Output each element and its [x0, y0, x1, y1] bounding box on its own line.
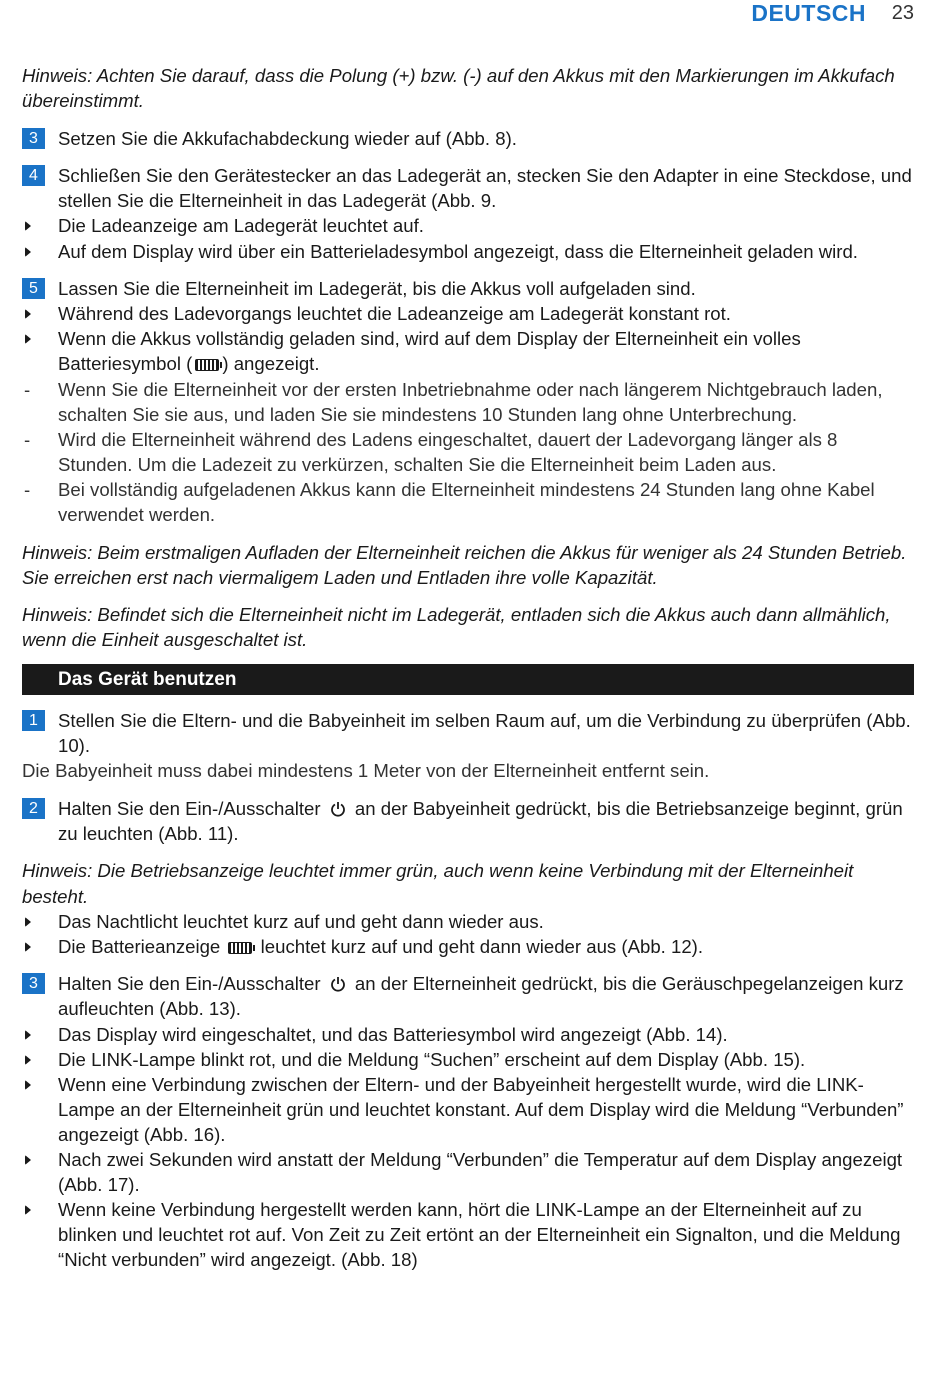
- bullet-marker: [25, 221, 31, 231]
- bullet-item: [22, 326, 914, 376]
- bullet-marker: [25, 942, 31, 952]
- item-text: Die Ladeanzeige am Ladegerät leuchtet auf.: [58, 215, 424, 237]
- power-icon: [330, 976, 346, 992]
- item-text-continued: an der Babyeinheit gedrückt, bis die Betriebsanzeige beginnt, grün zu leuchten (Abb. 11).: [58, 797, 903, 844]
- page-header: [0, 0, 950, 32]
- step-number: 3: [22, 128, 45, 149]
- item-text: Auf dem Display wird über ein Batterieladesymbol angezeigt, dass die Elterneinheit geladen wird.: [58, 240, 858, 262]
- bullet-marker: [25, 1080, 31, 1090]
- bullet-item: [22, 909, 914, 934]
- item-text-continued: leuchtet kurz auf und geht dann wieder aus (Abb. 12).: [260, 935, 704, 957]
- step-item: [22, 276, 914, 301]
- bullet-marker: [25, 1055, 31, 1065]
- bullet-item: [22, 1047, 914, 1072]
- dash-marker: -: [24, 478, 31, 500]
- step-item: [22, 126, 914, 151]
- note-paragraph: Hinweis: Achten Sie darauf, dass die Polung (+) bzw. (-) auf den Akkus mit den Markierungen im Akkufach übereinstimmt.: [22, 65, 895, 112]
- dash-marker: -: [24, 428, 31, 450]
- bullet-item: [22, 239, 914, 264]
- item-text: Die LINK-Lampe blinkt rot, und die Meldung “Suchen” erscheint auf dem Display (Abb. 15).: [58, 1048, 806, 1070]
- dash-item: [22, 477, 914, 527]
- step-item: [22, 796, 914, 846]
- item-text: Halten Sie den Ein-/Ausschalter: [58, 973, 321, 995]
- step-number: 5: [22, 278, 45, 299]
- item-text: Wenn Sie die Elterneinheit vor der ersten Inbetriebnahme oder nach längerem Nichtgebrauch laden, schalten Sie sie aus, und laden Sie sie mindestens 10 Stunden lang ohne Unterbrechung.: [58, 378, 883, 425]
- item-text: Stellen Sie die Eltern- und die Babyeinheit im selben Raum auf, um die Verbindung zu überprüfen (Abb. 10).: [58, 709, 911, 757]
- bullet-item: [22, 1072, 914, 1147]
- dash-item: [22, 427, 914, 477]
- battery-icon: [195, 359, 219, 371]
- step-item: [22, 708, 914, 758]
- bullet-marker: [25, 247, 31, 257]
- paragraph: Die Babyeinheit muss dabei mindestens 1 Meter von der Elterneinheit entfernt sein.: [22, 760, 710, 782]
- bullet-item: [22, 1147, 914, 1197]
- item-text: Schließen Sie den Gerätestecker an das Ladegerät an, stecken Sie den Adapter in eine Steckdose, und stellen Sie die Elterneinheit in das Ladegerät (Abb. 9.: [58, 165, 912, 212]
- battery-icon: [228, 942, 252, 954]
- bullet-marker: [25, 1030, 31, 1040]
- bullet-marker: [25, 334, 31, 344]
- dash-marker: -: [24, 378, 31, 400]
- bullet-item: [22, 934, 914, 959]
- item-text: Wenn keine Verbindung hergestellt werden kann, hört die LINK-Lampe an der Elterneinheit auf zu blinken und leuchtet rot auf. Von Zeit zu Zeit ertönt an der Elterneinheit ein Signalton, und die Meldung “Nicht verbunden” wird angezeigt. (Abb. 18): [58, 1199, 901, 1271]
- item-text: Die Batterieanzeige: [58, 935, 221, 957]
- bullet-item: [22, 1022, 914, 1047]
- item-text: Das Nachtlicht leuchtet kurz auf und geht dann wieder aus.: [58, 910, 544, 932]
- bullet-item: [22, 213, 914, 238]
- step-item: [22, 163, 914, 213]
- note-paragraph: Hinweis: Die Betriebsanzeige leuchtet immer grün, auch wenn keine Verbindung mit der Elterneinheit besteht.: [22, 860, 854, 907]
- step-item: [22, 971, 914, 1021]
- step-number: 1: [22, 710, 45, 731]
- item-text: Wird die Elterneinheit während des Ladens eingeschaltet, dauert der Ladevorgang länger als 8 Stunden. Um die Ladezeit zu verkürzen, schalten Sie die Elterneinheit beim Laden aus.: [58, 428, 838, 475]
- language-label: DEUTSCH: [751, 0, 866, 26]
- note-paragraph: Hinweis: Befindet sich die Elterneinheit nicht im Ladegerät, entladen sich die Akkus auch dann allmählich, wenn die Einheit ausgeschaltet ist.: [22, 604, 891, 651]
- power-icon: [330, 801, 346, 817]
- item-text-continued: an der Elterneinheit gedrückt, bis die Geräuschpegelanzeigen kurz aufleuchten (Abb. 13).: [58, 973, 904, 1020]
- item-text: Wenn die Akkus vollständig geladen sind, wird auf dem Display der Elterneinheit ein volles Batteriesymbol (: [58, 328, 801, 375]
- step-number: 4: [22, 165, 45, 186]
- bullet-marker: [25, 917, 31, 927]
- item-text: Während des Ladevorgangs leuchtet die Ladeanzeige am Ladegerät konstant rot.: [58, 303, 731, 325]
- note-paragraph: Hinweis: Beim erstmaligen Aufladen der Elterneinheit reichen die Akkus für weniger als 24 Stunden Betrieb. Sie erreichen erst nach viermaligem Laden und Entladen ihre volle Kapazität.: [22, 541, 907, 588]
- section-heading: Das Gerät benutzen: [22, 664, 914, 695]
- item-text: Bei vollständig aufgeladenen Akkus kann die Elterneinheit mindestens 24 Stunden lang ohne Kabel verwendet werden.: [58, 478, 875, 525]
- item-text: Das Display wird eingeschaltet, und das Batteriesymbol wird angezeigt (Abb. 14).: [58, 1023, 728, 1045]
- bullet-marker: [25, 309, 31, 319]
- step-number: 3: [22, 973, 45, 994]
- item-text: Lassen Sie die Elterneinheit im Ladegerät, bis die Akkus voll aufgeladen sind.: [58, 278, 696, 300]
- item-text: Wenn eine Verbindung zwischen der Eltern- und der Babyeinheit hergestellt wurde, wird die LINK-Lampe an der Elterneinheit grün und leuchtet konstant. Auf dem Display wird die Meldung “Verbunden” angezeigt (Abb. 16).: [58, 1073, 904, 1145]
- bullet-item: [22, 1197, 914, 1272]
- bullet-marker: [25, 1205, 31, 1215]
- dash-item: [22, 377, 914, 427]
- bullet-marker: [25, 1155, 31, 1165]
- page-number: 23: [891, 2, 914, 24]
- item-text-continued: ) angezeigt.: [222, 353, 320, 375]
- item-text: Nach zwei Sekunden wird anstatt der Meldung “Verbunden” die Temperatur auf dem Display angezeigt (Abb. 17).: [58, 1148, 903, 1196]
- step-number: 2: [22, 798, 45, 819]
- item-text: Setzen Sie die Akkufachabdeckung wieder auf (Abb. 8).: [58, 127, 517, 149]
- document-body: [22, 63, 914, 1272]
- bullet-item: [22, 301, 914, 326]
- item-text: Halten Sie den Ein-/Ausschalter: [58, 797, 321, 819]
